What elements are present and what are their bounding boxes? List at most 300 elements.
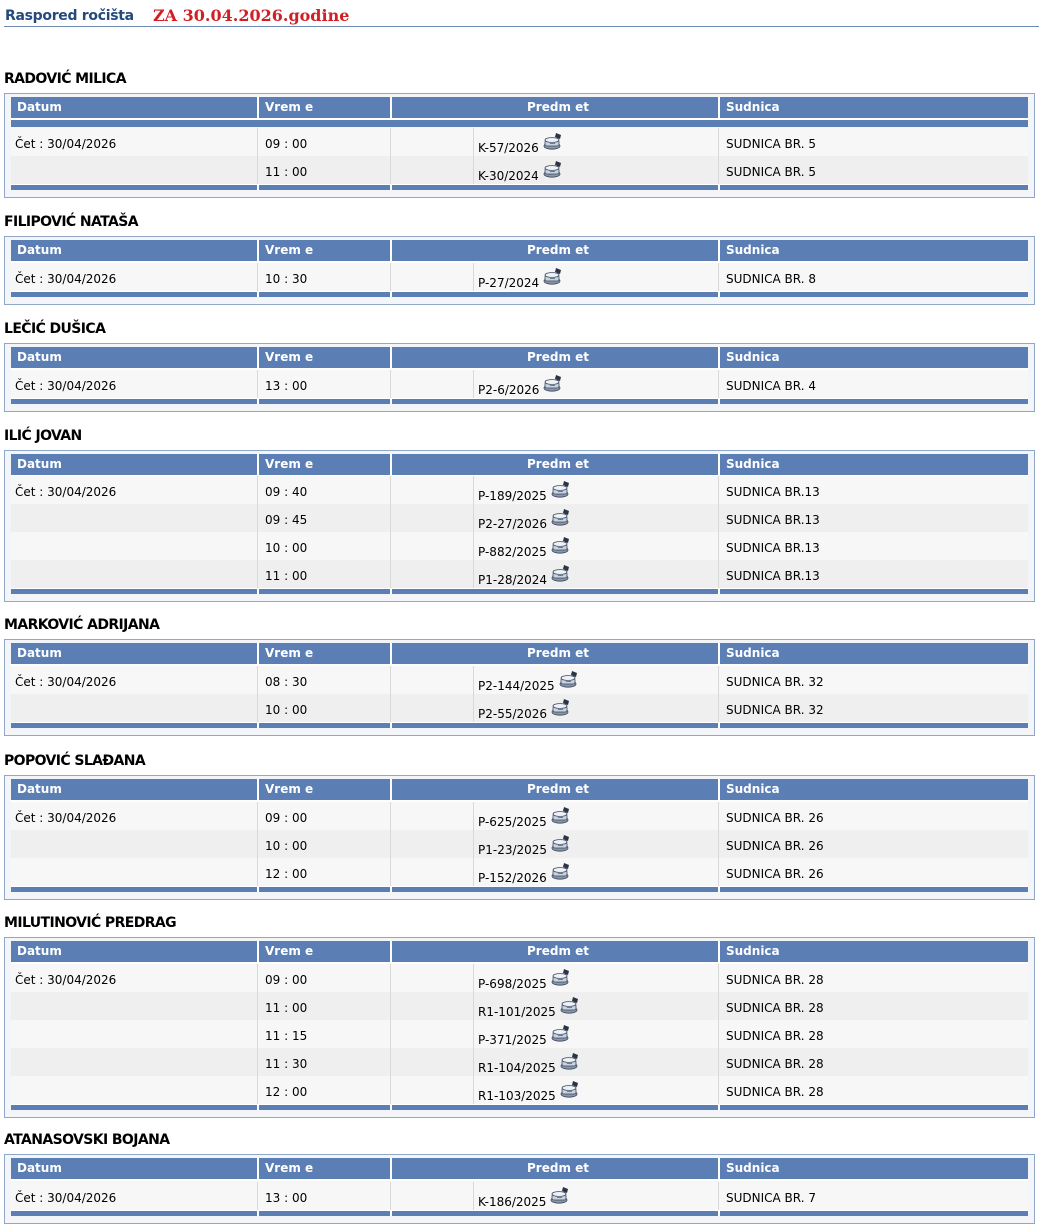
- cell-divider: [473, 858, 474, 886]
- footer-divider: [257, 399, 259, 404]
- cell-sudnica: SUDNICA BR.13: [726, 569, 820, 583]
- header-divider: [390, 454, 392, 475]
- cell-divider: [718, 560, 719, 588]
- table-row: [11, 666, 1028, 695]
- header-sudnica: Sudnica: [726, 100, 780, 114]
- table-footer-strip: [11, 887, 1028, 892]
- cell-divider: [390, 128, 391, 156]
- cell-predmet-link[interactable]: P-625/2025: [478, 815, 547, 829]
- cell-predmet-link[interactable]: P-371/2025: [478, 1033, 547, 1047]
- cell-divider: [473, 263, 474, 291]
- cell-divider: [473, 128, 474, 156]
- case-document-icon[interactable]: [560, 996, 580, 1014]
- table-row: [11, 1048, 1028, 1077]
- header-sudnica: Sudnica: [726, 646, 780, 660]
- cell-sudnica: SUDNICA BR. 28: [726, 1085, 824, 1099]
- table-row: [11, 992, 1028, 1021]
- cell-sudnica: SUDNICA BR. 28: [726, 973, 824, 987]
- header-sudnica: Sudnica: [726, 350, 780, 364]
- header-divider: [390, 779, 392, 800]
- cell-divider: [718, 992, 719, 1020]
- header-datum: Datum: [17, 457, 62, 471]
- cell-predmet-link[interactable]: R1-104/2025: [478, 1061, 556, 1075]
- header-datum: Datum: [17, 350, 62, 364]
- cell-divider: [257, 128, 258, 156]
- cell-divider: [390, 1048, 391, 1076]
- cell-sudnica: SUDNICA BR. 26: [726, 811, 824, 825]
- cell-divider: [257, 1182, 258, 1210]
- cell-divider: [473, 504, 474, 532]
- footer-divider: [390, 185, 392, 190]
- case-document-icon[interactable]: [551, 806, 571, 824]
- cell-vreme: 13 : 00: [265, 1191, 308, 1205]
- header-vreme: Vrem e: [265, 100, 314, 114]
- cell-datum: Čet : 30/04/2026: [15, 811, 117, 825]
- footer-divider: [257, 185, 259, 190]
- case-document-icon[interactable]: [551, 536, 571, 554]
- cell-divider: [390, 964, 391, 992]
- cell-vreme: 11 : 30: [265, 1057, 308, 1071]
- cell-divider: [473, 992, 474, 1020]
- cell-sudnica: SUDNICA BR. 28: [726, 1029, 824, 1043]
- cell-divider: [473, 532, 474, 560]
- cell-vreme: 12 : 00: [265, 1085, 308, 1099]
- cell-divider: [257, 504, 258, 532]
- table-footer-strip: [11, 399, 1028, 404]
- footer-divider: [257, 589, 259, 594]
- cell-predmet-link[interactable]: P-882/2025: [478, 545, 547, 559]
- header-sudnica: Sudnica: [726, 457, 780, 471]
- table-row: [11, 532, 1028, 561]
- cell-divider: [390, 992, 391, 1020]
- cell-divider: [257, 560, 258, 588]
- footer-divider: [718, 1105, 720, 1110]
- case-document-icon[interactable]: [559, 670, 579, 688]
- header-datum: Datum: [17, 243, 62, 257]
- schedule-box: [4, 1154, 1035, 1224]
- cell-divider: [718, 964, 719, 992]
- header-vreme: Vrem e: [265, 350, 314, 364]
- header-vreme: Vrem e: [265, 1161, 314, 1175]
- schedule-box: [4, 343, 1035, 412]
- header-divider: [718, 97, 720, 118]
- cell-vreme: 11 : 00: [265, 569, 308, 583]
- cell-vreme: 09 : 00: [265, 811, 308, 825]
- cell-divider: [257, 1076, 258, 1104]
- footer-divider: [390, 399, 392, 404]
- cell-divider: [718, 802, 719, 830]
- judge-name: LEČIĆ DUŠICA: [4, 321, 106, 337]
- cell-divider: [257, 858, 258, 886]
- header-vreme: Vrem e: [265, 782, 314, 796]
- header-divider: [257, 240, 259, 261]
- cell-divider: [718, 1020, 719, 1048]
- cell-divider: [718, 830, 719, 858]
- schedule-table: [11, 454, 1028, 596]
- schedule-table: [11, 347, 1028, 406]
- header-datum: Datum: [17, 782, 62, 796]
- schedule-box: [4, 450, 1035, 602]
- header-datum: Datum: [17, 646, 62, 660]
- cell-divider: [390, 694, 391, 722]
- judge-name: ATANASOVSKI BOJANA: [4, 1132, 170, 1148]
- header-predmet: Predm et: [527, 350, 589, 364]
- cell-vreme: 11 : 00: [265, 1001, 308, 1015]
- header-strip: [11, 120, 1028, 127]
- table-row: [11, 128, 1028, 157]
- footer-divider: [257, 1105, 259, 1110]
- cell-divider: [718, 1076, 719, 1104]
- table-footer-strip: [11, 292, 1028, 297]
- case-document-icon[interactable]: [543, 160, 563, 178]
- table-footer-strip: [11, 589, 1028, 594]
- header-predmet: Predm et: [527, 944, 589, 958]
- schedule-table: [11, 240, 1028, 299]
- cell-datum: Čet : 30/04/2026: [15, 379, 117, 393]
- table-header: [11, 941, 1028, 964]
- cell-vreme: 11 : 00: [265, 165, 308, 179]
- cell-divider: [473, 1076, 474, 1104]
- table-row: [11, 802, 1028, 831]
- schedule-table: [11, 643, 1028, 730]
- schedule-table: [11, 779, 1028, 894]
- cell-datum: Čet : 30/04/2026: [15, 272, 117, 286]
- case-document-icon[interactable]: [543, 132, 563, 150]
- table-header: [11, 97, 1028, 120]
- cell-divider: [257, 532, 258, 560]
- header-divider: [390, 97, 392, 118]
- cell-divider: [718, 532, 719, 560]
- table-footer-strip: [11, 1211, 1028, 1216]
- footer-divider: [257, 887, 259, 892]
- cell-datum: Čet : 30/04/2026: [15, 675, 117, 689]
- case-document-icon[interactable]: [551, 480, 571, 498]
- cell-vreme: 10 : 00: [265, 541, 308, 555]
- cell-divider: [257, 666, 258, 694]
- header-vreme: Vrem e: [265, 944, 314, 958]
- cell-divider: [390, 560, 391, 588]
- footer-divider: [257, 1211, 259, 1216]
- case-document-icon[interactable]: [543, 374, 563, 392]
- cell-sudnica: SUDNICA BR. 26: [726, 839, 824, 853]
- schedule-table: [11, 941, 1028, 1112]
- cell-divider: [718, 128, 719, 156]
- schedule-box: [4, 236, 1035, 305]
- cell-predmet-link[interactable]: K-57/2026: [478, 141, 539, 155]
- table-footer-strip: [11, 723, 1028, 728]
- header-datum: Datum: [17, 944, 62, 958]
- schedule-box: [4, 937, 1035, 1118]
- cell-divider: [390, 1020, 391, 1048]
- cell-sudnica: SUDNICA BR.13: [726, 485, 820, 499]
- cell-divider: [390, 830, 391, 858]
- cell-divider: [473, 694, 474, 722]
- header-sudnica: Sudnica: [726, 243, 780, 257]
- case-document-icon[interactable]: [550, 1186, 570, 1204]
- table-row: [11, 694, 1028, 723]
- cell-divider: [718, 694, 719, 722]
- header-predmet: Predm et: [527, 1161, 589, 1175]
- header-divider: [390, 643, 392, 664]
- cell-divider: [718, 1182, 719, 1210]
- table-row: [11, 370, 1028, 399]
- case-document-icon[interactable]: [543, 267, 563, 285]
- header-divider: [257, 1158, 259, 1179]
- cell-divider: [390, 156, 391, 184]
- table-header: [11, 643, 1028, 666]
- cell-predmet-link[interactable]: R1-103/2025: [478, 1089, 556, 1103]
- table-footer-strip: [11, 185, 1028, 190]
- judge-name: MARKOVIĆ ADRIJANA: [4, 617, 160, 633]
- case-document-icon[interactable]: [551, 1024, 571, 1042]
- header-divider: [718, 941, 720, 962]
- cell-vreme: 10 : 00: [265, 839, 308, 853]
- header-divider: [718, 454, 720, 475]
- cell-sudnica: SUDNICA BR.13: [726, 541, 820, 555]
- cell-divider: [473, 1020, 474, 1048]
- header-sudnica: Sudnica: [726, 782, 780, 796]
- case-document-icon[interactable]: [551, 698, 571, 716]
- cell-datum: Čet : 30/04/2026: [15, 485, 117, 499]
- header-divider: [257, 643, 259, 664]
- schedule-box: [4, 639, 1035, 736]
- table-row: [11, 830, 1028, 859]
- footer-divider: [390, 589, 392, 594]
- cell-vreme: 13 : 00: [265, 379, 308, 393]
- cell-divider: [473, 156, 474, 184]
- header-predmet: Predm et: [527, 457, 589, 471]
- cell-predmet-link[interactable]: P1-28/2024: [478, 573, 548, 587]
- cell-predmet-link[interactable]: K-30/2024: [478, 169, 539, 183]
- table-row: [11, 1020, 1028, 1049]
- case-document-icon[interactable]: [551, 564, 571, 582]
- cell-divider: [473, 370, 474, 398]
- cell-divider: [390, 532, 391, 560]
- case-document-icon[interactable]: [551, 862, 571, 880]
- footer-divider: [718, 723, 720, 728]
- cell-divider: [257, 263, 258, 291]
- table-row: [11, 504, 1028, 533]
- cell-sudnica: SUDNICA BR. 5: [726, 137, 816, 151]
- header-datum: Datum: [17, 1161, 62, 1175]
- cell-sudnica: SUDNICA BR.13: [726, 513, 820, 527]
- case-document-icon[interactable]: [551, 508, 571, 526]
- header-divider: [718, 779, 720, 800]
- table-header: [11, 1158, 1028, 1181]
- header-vreme: Vrem e: [265, 243, 314, 257]
- cell-sudnica: SUDNICA BR. 8: [726, 272, 816, 286]
- cell-divider: [257, 964, 258, 992]
- table-header: [11, 347, 1028, 370]
- judge-name: MILUTINOVIĆ PREDRAG: [4, 915, 177, 931]
- table-row: [11, 964, 1028, 993]
- cell-divider: [257, 370, 258, 398]
- cell-divider: [718, 1048, 719, 1076]
- cell-divider: [390, 370, 391, 398]
- table-row: [11, 476, 1028, 505]
- header-divider: [390, 347, 392, 368]
- cell-divider: [473, 964, 474, 992]
- footer-divider: [257, 292, 259, 297]
- table-row: [11, 1182, 1028, 1211]
- case-document-icon[interactable]: [551, 968, 571, 986]
- page-title: Raspored ročišta: [5, 8, 134, 24]
- cell-divider: [390, 1076, 391, 1104]
- table-header: [11, 779, 1028, 802]
- cell-sudnica: SUDNICA BR. 5: [726, 165, 816, 179]
- footer-divider: [257, 723, 259, 728]
- cell-divider: [473, 830, 474, 858]
- cell-vreme: 09 : 45: [265, 513, 308, 527]
- cell-sudnica: SUDNICA BR. 32: [726, 675, 824, 689]
- cell-predmet-link[interactable]: P2-55/2026: [478, 707, 548, 721]
- cell-vreme: 09 : 00: [265, 137, 308, 151]
- cell-divider: [390, 476, 391, 504]
- footer-divider: [718, 292, 720, 297]
- cell-divider: [390, 1182, 391, 1210]
- footer-divider: [718, 887, 720, 892]
- cell-predmet-link[interactable]: P2-144/2025: [478, 679, 555, 693]
- cell-datum: Čet : 30/04/2026: [15, 973, 117, 987]
- cell-divider: [257, 992, 258, 1020]
- cell-divider: [473, 476, 474, 504]
- cell-divider: [718, 156, 719, 184]
- cell-divider: [718, 370, 719, 398]
- cell-vreme: 09 : 00: [265, 973, 308, 987]
- header-predmet: Predm et: [527, 100, 589, 114]
- table-row: [11, 156, 1028, 185]
- header-divider: [257, 97, 259, 118]
- header-sudnica: Sudnica: [726, 1161, 780, 1175]
- header-divider: [390, 1158, 392, 1179]
- schedule-table: [11, 97, 1028, 192]
- cell-sudnica: SUDNICA BR. 26: [726, 867, 824, 881]
- judge-name: FILIPOVIĆ NATAŠA: [4, 214, 138, 230]
- cell-divider: [473, 1048, 474, 1076]
- footer-divider: [390, 723, 392, 728]
- cell-divider: [718, 504, 719, 532]
- judge-name: POPOVIĆ SLAĐANA: [4, 753, 146, 769]
- cell-vreme: 09 : 40: [265, 485, 308, 499]
- footer-divider: [390, 1211, 392, 1216]
- cell-divider: [473, 802, 474, 830]
- cell-divider: [390, 802, 391, 830]
- cell-predmet-link[interactable]: P-189/2025: [478, 489, 547, 503]
- cell-divider: [718, 858, 719, 886]
- header-divider: [257, 941, 259, 962]
- cell-sudnica: SUDNICA BR. 4: [726, 379, 816, 393]
- cell-sudnica: SUDNICA BR. 32: [726, 703, 824, 717]
- cell-datum: Čet : 30/04/2026: [15, 1191, 117, 1205]
- table-header: [11, 454, 1028, 477]
- table-header: [11, 240, 1028, 263]
- cell-sudnica: SUDNICA BR. 7: [726, 1191, 816, 1205]
- case-document-icon[interactable]: [551, 834, 571, 852]
- footer-divider: [390, 292, 392, 297]
- header-sudnica: Sudnica: [726, 944, 780, 958]
- cell-divider: [257, 694, 258, 722]
- cell-divider: [257, 1048, 258, 1076]
- footer-divider: [718, 185, 720, 190]
- cell-vreme: 08 : 30: [265, 675, 308, 689]
- header-divider: [257, 347, 259, 368]
- header-datum: Datum: [17, 100, 62, 114]
- cell-divider: [390, 666, 391, 694]
- table-row: [11, 1076, 1028, 1105]
- cell-sudnica: SUDNICA BR. 28: [726, 1001, 824, 1015]
- case-document-icon[interactable]: [560, 1052, 580, 1070]
- cell-vreme: 12 : 00: [265, 867, 308, 881]
- footer-divider: [390, 1105, 392, 1110]
- cell-divider: [473, 1182, 474, 1210]
- schedule-box: [4, 93, 1035, 198]
- cell-sudnica: SUDNICA BR. 28: [726, 1057, 824, 1071]
- cell-vreme: 10 : 00: [265, 703, 308, 717]
- cell-divider: [257, 476, 258, 504]
- header-vreme: Vrem e: [265, 457, 314, 471]
- judge-name: RADOVIĆ MILICA: [4, 71, 126, 87]
- cell-divider: [257, 1020, 258, 1048]
- footer-divider: [718, 399, 720, 404]
- table-footer-strip: [11, 1105, 1028, 1110]
- cell-divider: [718, 666, 719, 694]
- header-divider: [718, 347, 720, 368]
- cell-predmet-link[interactable]: P-152/2026: [478, 871, 547, 885]
- page-date: ZA 30.04.2026.godine: [153, 6, 350, 25]
- header-divider: [390, 941, 392, 962]
- judge-name: ILIĆ JOVAN: [4, 428, 82, 444]
- cell-divider: [257, 156, 258, 184]
- cell-predmet-link[interactable]: P1-23/2025: [478, 843, 548, 857]
- cell-divider: [390, 263, 391, 291]
- cell-divider: [473, 560, 474, 588]
- cell-divider: [718, 263, 719, 291]
- header-predmet: Predm et: [527, 243, 589, 257]
- cell-predmet-link[interactable]: K-186/2025: [478, 1195, 547, 1209]
- schedule-box: [4, 775, 1035, 900]
- table-row: [11, 858, 1028, 887]
- cell-divider: [718, 476, 719, 504]
- cell-predmet-link[interactable]: P2-6/2026: [478, 383, 540, 397]
- header-predmet: Predm et: [527, 646, 589, 660]
- cell-vreme: 10 : 30: [265, 272, 308, 286]
- cell-predmet-link[interactable]: R1-101/2025: [478, 1005, 556, 1019]
- cell-predmet-link[interactable]: P-27/2024: [478, 276, 540, 290]
- cell-divider: [473, 666, 474, 694]
- footer-divider: [718, 589, 720, 594]
- cell-datum: Čet : 30/04/2026: [15, 137, 117, 151]
- cell-predmet-link[interactable]: P-698/2025: [478, 977, 547, 991]
- header-divider: [718, 240, 720, 261]
- cell-divider: [257, 802, 258, 830]
- header-divider: [390, 240, 392, 261]
- table-row: [11, 263, 1028, 292]
- case-document-icon[interactable]: [560, 1080, 580, 1098]
- cell-vreme: 11 : 15: [265, 1029, 308, 1043]
- header-divider: [718, 643, 720, 664]
- footer-divider: [390, 887, 392, 892]
- cell-divider: [257, 830, 258, 858]
- cell-divider: [390, 504, 391, 532]
- header-divider: [257, 779, 259, 800]
- page-header: [4, 4, 1039, 27]
- header-vreme: Vrem e: [265, 646, 314, 660]
- cell-divider: [390, 858, 391, 886]
- table-row: [11, 560, 1028, 589]
- cell-predmet-link[interactable]: P2-27/2026: [478, 517, 548, 531]
- header-predmet: Predm et: [527, 782, 589, 796]
- header-divider: [718, 1158, 720, 1179]
